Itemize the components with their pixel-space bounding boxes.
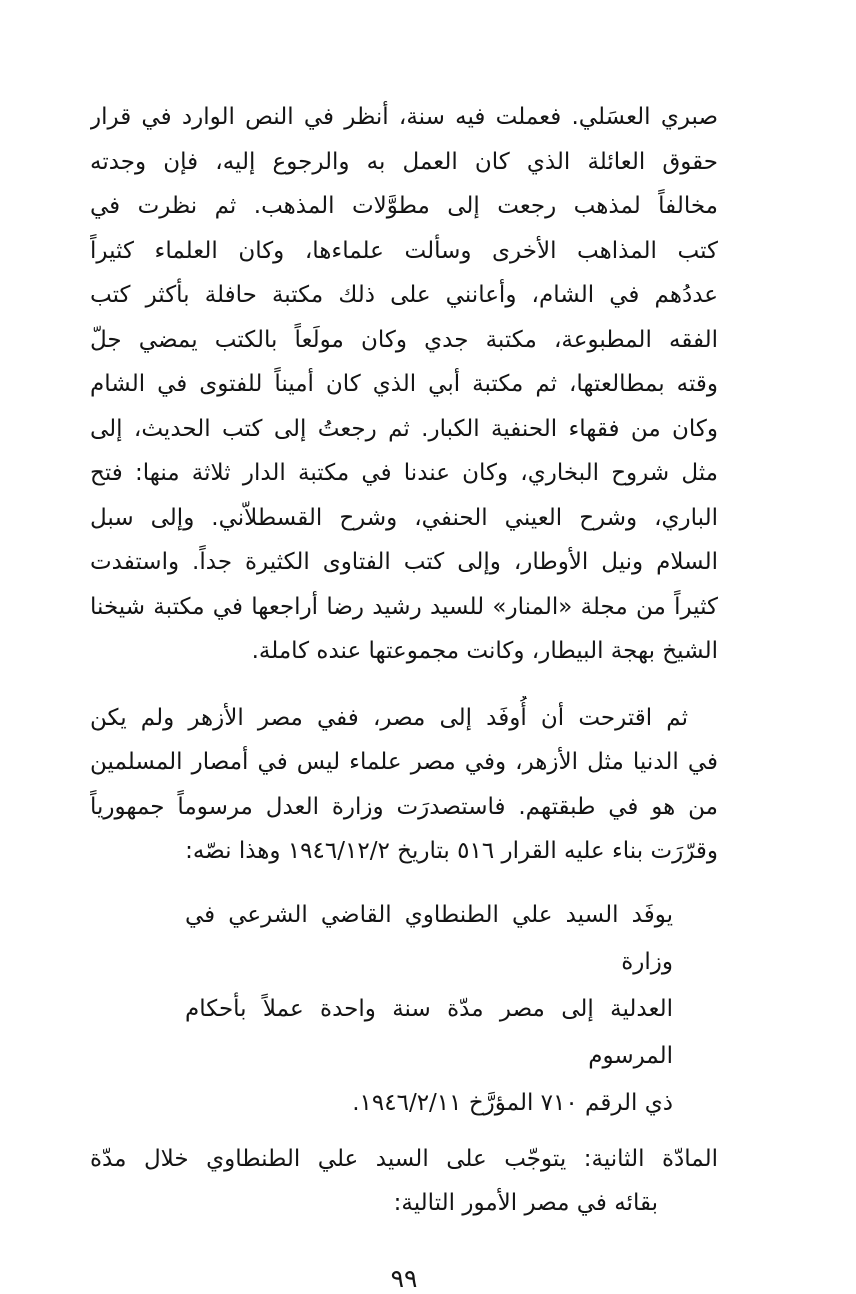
text-line: مثل شروح البخاري، وكان عندنا في مكتبة الدار ثلاثة منها: فتح	[90, 460, 718, 486]
text-block	[90, 0, 718, 1294]
text-line: المادّة الثانية: يتوجّب على السيد علي الطنطاوي خلال مدّة	[90, 1145, 718, 1172]
text-line: وكان من فقهاء الحنفية الكبار. ثم رجعتُ إلى كتب الحديث، إلى	[90, 415, 718, 442]
text-line: في الدنيا مثل الأزهر، وفي مصر علماء ليس في أمصار المسلمين	[90, 749, 718, 775]
page-footer	[90, 1264, 718, 1294]
paragraph-1	[90, 95, 718, 674]
text-line: وقرّرَت بناء عليه القرار ٥١٦ بتاريخ ١٩٤٦/١٢/٢ وهذا نصّه:	[185, 838, 718, 864]
text-line: ثم اقترحت أن أُوفَد إلى مصر، ففي مصر الأزهر ولم يكن	[90, 704, 688, 731]
text-line: الفقه المطبوعة، مكتبة جدي وكان مولَعاً بالكتب يمضي جلّ	[90, 326, 718, 353]
text-line: ذي الرقم ٧١٠ المؤرَّخ ١٩٤٦/٢/١١.	[352, 1089, 673, 1116]
text-line: مخالفاً لمذهب رجعت إلى مطوَّلات المذهب. ثم نظرت في	[90, 193, 718, 219]
text-line: من هو في طبقتهم. فاستصدرَت وزارة العدل مرسوماً جمهورياً	[90, 793, 718, 820]
text-line: حقوق العائلة الذي كان العمل به والرجوع إليه، فإن وجدته	[90, 148, 718, 175]
text-line: بقائه في مصر الأمور التالية:	[393, 1190, 658, 1216]
text-line: عددُهم في الشام، وأعانني على ذلك مكتبة حافلة بأكثر كتب	[90, 282, 718, 308]
decree-quote	[185, 892, 673, 1127]
text-line: كثيراً من مجلة «المنار» للسيد رشيد رضا أراجعها في مكتبة شيخنا	[90, 593, 718, 620]
paragraph-4	[90, 1137, 718, 1226]
text-line: السلام ونيل الأوطار، وإلى كتب الفتاوى الكثيرة جداً. واستفدت	[90, 549, 718, 575]
paragraph-2	[90, 696, 718, 874]
text-line: العدلية إلى مصر مدّة سنة واحدة عملاً بأحكام المرسوم	[185, 995, 673, 1069]
text-line: الشيخ بهجة البيطار، وكانت مجموعتها عنده كاملة.	[251, 638, 718, 664]
text-line: يوفَد السيد علي الطنطاوي القاضي الشرعي في وزارة	[185, 901, 673, 975]
text-line: وقته بمطالعتها، ثم مكتبة أبي الذي كان أميناً للفتوى في الشام	[90, 371, 718, 397]
text-line: كتب المذاهب الأخرى وسألت علماءها، وكان العلماء كثيراً	[90, 237, 718, 264]
text-line: الباري، وشرح العيني الحنفي، وشرح القسطلاّني. وإلى سبل	[90, 504, 718, 531]
text-line: صبري العسَلي. فعملت فيه سنة، أنظر في النص الوارد في قرار	[90, 104, 718, 130]
page-number: ٩٩	[390, 1263, 418, 1293]
